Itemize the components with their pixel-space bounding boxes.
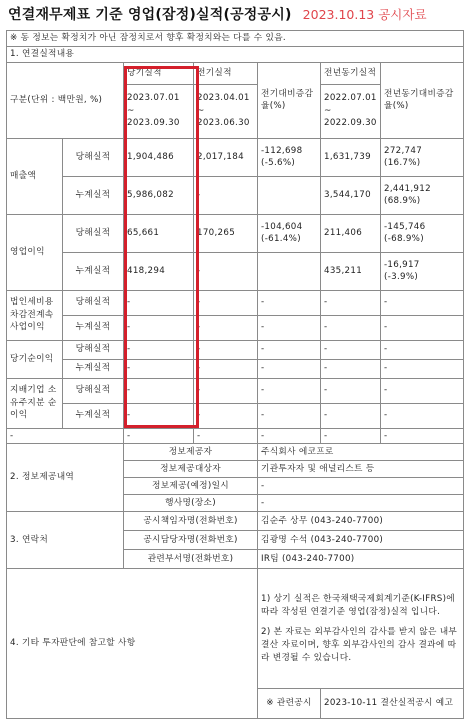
extra-current: - [124, 428, 194, 444]
current-from: 2023.07.01 [127, 93, 180, 104]
notice-text: ※ 동 정보는 확정치가 아닌 잠정치로서 향후 확정치와는 다를 수 있음. [7, 31, 464, 47]
sales-c-yoy [381, 176, 464, 214]
info-key: 행사명(장소) [124, 495, 258, 512]
info-value: - [258, 495, 464, 512]
sales-q-yearago: 1,631,739 [321, 138, 381, 176]
net-label: 당기순이익 [7, 340, 63, 378]
extra-qoq: - [258, 428, 321, 444]
yearago-period-label: 전년동기실적 [321, 62, 381, 84]
ctrl-c-current: - [124, 403, 194, 428]
prev-period-label: 전기실적 [194, 62, 258, 84]
op-c-yoy-pct: (-3.9%) [384, 272, 419, 283]
current-period-range [124, 84, 194, 138]
op-q-yoy [381, 214, 464, 252]
sales-q-qoq-value: -112,698 [261, 145, 303, 156]
net-c-yearago: - [321, 359, 381, 378]
ctrl-q-yearago: - [321, 378, 381, 403]
ctrl-q-current: - [124, 378, 194, 403]
pretax-q-yearago: - [321, 290, 381, 315]
net-q-yoy: - [381, 340, 464, 359]
op-c-qoq [258, 252, 321, 290]
quarter-label: 당해실적 [63, 214, 124, 252]
info-value: - [258, 478, 464, 495]
sales-c-current: 5,986,082 [124, 176, 194, 214]
pretax-c-yearago: - [321, 315, 381, 340]
pretax-q-yoy: - [381, 290, 464, 315]
quarter-label: 당해실적 [63, 378, 124, 403]
table-row [7, 569, 464, 689]
ctrl-c-yearago: - [321, 403, 381, 428]
info-key: 정보제공대상자 [124, 461, 258, 478]
notice-row [7, 31, 464, 47]
prev-from: 2023.04.01 [197, 93, 250, 104]
ctrl-c-qoq: - [258, 403, 321, 428]
sales-q-qoq-pct: (-5.6%) [261, 158, 296, 169]
quarter-label: 당해실적 [63, 138, 124, 176]
op-q-yoy-value: -145,746 [384, 221, 426, 232]
prev-period-range [194, 84, 258, 138]
net-c-prev: - [194, 359, 258, 378]
sales-c-yearago: 3,544,170 [321, 176, 381, 214]
report-title: 연결재무제표 기준 영업(잠정)실적(공정공시) [8, 7, 292, 23]
op-c-yoy [381, 252, 464, 290]
note-unaudited: 2) 본 자료는 외부감사인의 감사를 받지 않은 내부결산 자료이며, 향후 외부감사인의 감사 결과에 따라 변경될 수 있습니다. [261, 627, 458, 663]
op-q-qoq [258, 214, 321, 252]
column-header-row [7, 62, 464, 84]
sales-c-qoq [258, 176, 321, 214]
extra-yearago: - [321, 428, 381, 444]
info-value: 주식회사 에코프로 [258, 444, 464, 461]
contact-key: 공시담당자명(전화번호) [124, 531, 258, 550]
contact-value: 김광명 수석 (043-240-7700) [258, 531, 464, 550]
table-row [7, 378, 464, 403]
section2-label: 2. 정보제공내역 [7, 444, 124, 512]
op-q-yearago: 211,406 [321, 214, 381, 252]
sales-q-yoy-value: 272,747 [384, 145, 423, 156]
op-q-current: 65,661 [124, 214, 194, 252]
sales-q-qoq [258, 138, 321, 176]
report-header [8, 4, 463, 26]
contact-key: 관련부서명(전화번호) [124, 550, 258, 569]
quarter-label: 당해실적 [63, 340, 124, 359]
table-row [7, 403, 464, 428]
prev-tilde: ~ [197, 105, 205, 116]
yearago-to: 2022.09.30 [324, 118, 377, 129]
extra-label: - [7, 428, 124, 444]
op-c-yearago: 435,211 [321, 252, 381, 290]
sales-q-yoy [381, 138, 464, 176]
section4-notes [258, 569, 464, 689]
extra-yoy: - [381, 428, 464, 444]
table-row [7, 252, 464, 290]
table-row [7, 444, 464, 461]
cumulative-label: 누계실적 [63, 252, 124, 290]
info-value: 기관투자자 및 애널리스트 등 [258, 461, 464, 478]
net-c-qoq: - [258, 359, 321, 378]
sales-c-prev: - [194, 176, 258, 214]
yearago-tilde: ~ [324, 105, 332, 116]
ctrl-c-yoy: - [381, 403, 464, 428]
section1-row [7, 46, 464, 62]
op-q-qoq-value: -104,604 [261, 221, 303, 232]
pretax-q-qoq: - [258, 290, 321, 315]
cumulative-label: 누계실적 [63, 315, 124, 340]
prev-to: 2023.06.30 [197, 118, 250, 129]
yearago-from: 2022.07.01 [324, 93, 377, 104]
contact-key: 공시책임자명(전화번호) [124, 512, 258, 531]
table-row [7, 428, 464, 444]
sales-label: 매출액 [7, 138, 63, 214]
cumulative-label: 누계실적 [63, 359, 124, 378]
note-ifrs: 1) 상기 실적은 한국채택국제회계기준(K-IFRS)에 따라 작성된 연결기준 영업(잠정)실적 입니다. [261, 594, 455, 617]
info-key: 정보제공(예정)일시 [124, 478, 258, 495]
pretax-c-prev: - [194, 315, 258, 340]
related-disclosure-value: 2023-10-11 결산실적공시 예고 [321, 689, 464, 719]
sales-c-yoy-pct: (68.9%) [384, 196, 421, 207]
section1-title: 1. 연결실적내용 [7, 46, 464, 62]
sales-q-yoy-pct: (16.7%) [384, 158, 421, 169]
table-row [7, 359, 464, 378]
net-q-yearago: - [321, 340, 381, 359]
related-disclosure-label: ※ 관련공시 [258, 689, 321, 719]
earnings-table [6, 30, 464, 719]
yoy-header: 전년동기대비증감율(%) [381, 62, 464, 138]
current-to: 2023.09.30 [127, 118, 180, 129]
section3-label: 3. 연락처 [7, 512, 124, 569]
contact-value: 김순주 상무 (043-240-7700) [258, 512, 464, 531]
ctrl-q-yoy: - [381, 378, 464, 403]
op-q-prev: 170,265 [194, 214, 258, 252]
op-c-prev: - [194, 252, 258, 290]
pretax-q-prev: - [194, 290, 258, 315]
net-c-yoy: - [381, 359, 464, 378]
disclosure-date-note: 2023.10.13 공시자료 [302, 7, 427, 22]
net-c-current: - [124, 359, 194, 378]
op-q-yoy-pct: (-68.9%) [384, 234, 424, 245]
ctrl-c-prev: - [194, 403, 258, 428]
table-row [7, 176, 464, 214]
info-key: 정보제공자 [124, 444, 258, 461]
cumulative-label: 누계실적 [63, 403, 124, 428]
sales-c-yoy-value: 2,441,912 [384, 183, 431, 194]
net-q-prev: - [194, 340, 258, 359]
pretax-label: 법인세비용차감전계속사업이익 [7, 290, 63, 340]
ctrl-q-prev: - [194, 378, 258, 403]
sales-q-prev: 2,017,184 [194, 138, 258, 176]
op-c-yoy-value: -16,917 [384, 259, 420, 270]
pretax-c-qoq: - [258, 315, 321, 340]
pretax-c-yoy: - [381, 315, 464, 340]
current-tilde: ~ [127, 105, 135, 116]
op-c-current: 418,294 [124, 252, 194, 290]
table-row [7, 315, 464, 340]
quarter-label: 당해실적 [63, 290, 124, 315]
table-row [7, 138, 464, 176]
contact-value: IR팀 (043-240-7700) [258, 550, 464, 569]
qoq-header: 전기대비증감율(%) [258, 62, 321, 138]
net-q-current: - [124, 340, 194, 359]
net-q-qoq: - [258, 340, 321, 359]
unit-header: 구분(단위 : 백만원, %) [7, 62, 124, 138]
ctrl-label: 지배기업 소유주지분 순이익 [7, 378, 63, 428]
current-period-label: 당기실적 [124, 62, 194, 84]
extra-prev: - [194, 428, 258, 444]
table-row [7, 512, 464, 531]
op-label: 영업이익 [7, 214, 63, 290]
section4-label: 4. 기타 투자판단에 참고할 사항 [7, 569, 258, 719]
op-q-qoq-pct: (-61.4%) [261, 234, 301, 245]
sales-q-current: 1,904,486 [124, 138, 194, 176]
table-row [7, 290, 464, 315]
ctrl-q-qoq: - [258, 378, 321, 403]
cumulative-label: 누계실적 [63, 176, 124, 214]
table-row [7, 214, 464, 252]
pretax-c-current: - [124, 315, 194, 340]
pretax-q-current: - [124, 290, 194, 315]
table-row [7, 340, 464, 359]
yearago-period-range [321, 84, 381, 138]
